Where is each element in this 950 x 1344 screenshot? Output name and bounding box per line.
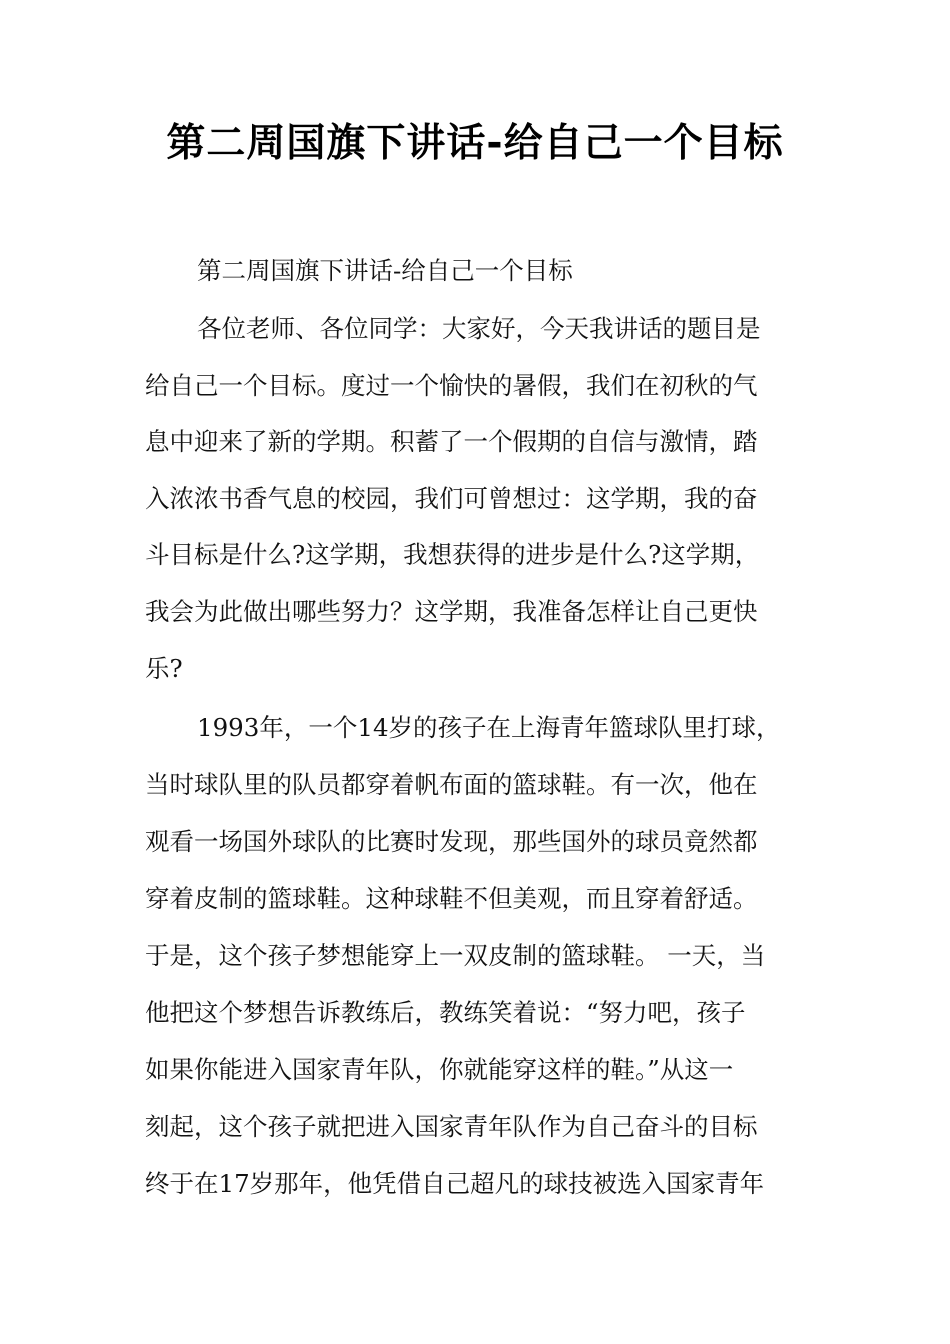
- text-line: 息中迎来了新的学期。积蓄了一个假期的自信与激情，踏: [145, 427, 758, 456]
- text-line: 给自己一个目标。度过一个愉快的暑假，我们在初秋的气: [145, 371, 758, 400]
- text-line: 当时球队里的队员都穿着帆布面的篮球鞋。有一次，他在: [145, 770, 758, 799]
- text-line: 穿着皮制的篮球鞋。这种球鞋不但美观，而且穿着舒适。: [145, 884, 758, 913]
- text-line: 观看一场国外球队的比赛时发现，那些国外的球员竟然都: [145, 827, 758, 856]
- text-line: 如果你能进入国家青年队，你就能穿这样的鞋。”从这一: [145, 1055, 734, 1084]
- text-line: 他把这个梦想告诉教练后，教练笑着说：“努力吧，孩子: [145, 998, 746, 1027]
- text-line: 于是，这个孩子梦想能穿上一双皮制的篮球鞋。 一天，当: [145, 941, 766, 970]
- text-line: 乐?: [145, 654, 183, 683]
- text-line: 各位老师、各位同学：大家好，今天我讲话的题目是: [197, 314, 761, 343]
- text-line: 1993年，一个14岁的孩子在上海青年篮球队里打球，: [197, 713, 781, 742]
- text-line: 刻起，这个孩子就把进入国家青年队作为自己奋斗的目标: [145, 1112, 758, 1141]
- text-line: 斗目标是什么?这学期，我想获得的进步是什么?这学期，: [145, 540, 760, 569]
- text-line: 终于在17岁那年，他凭借自己超凡的球技被选入国家青年: [145, 1169, 765, 1198]
- document-title: 第二周国旗下讲话-给自己一个目标: [166, 121, 784, 166]
- text-line: 入浓浓书香气息的校园，我们可曾想过：这学期，我的奋: [145, 484, 758, 513]
- text-line: 我会为此做出哪些努力？这学期，我准备怎样让自己更快: [145, 597, 758, 626]
- subtitle-line: 第二周国旗下讲话-给自己一个目标: [197, 256, 573, 285]
